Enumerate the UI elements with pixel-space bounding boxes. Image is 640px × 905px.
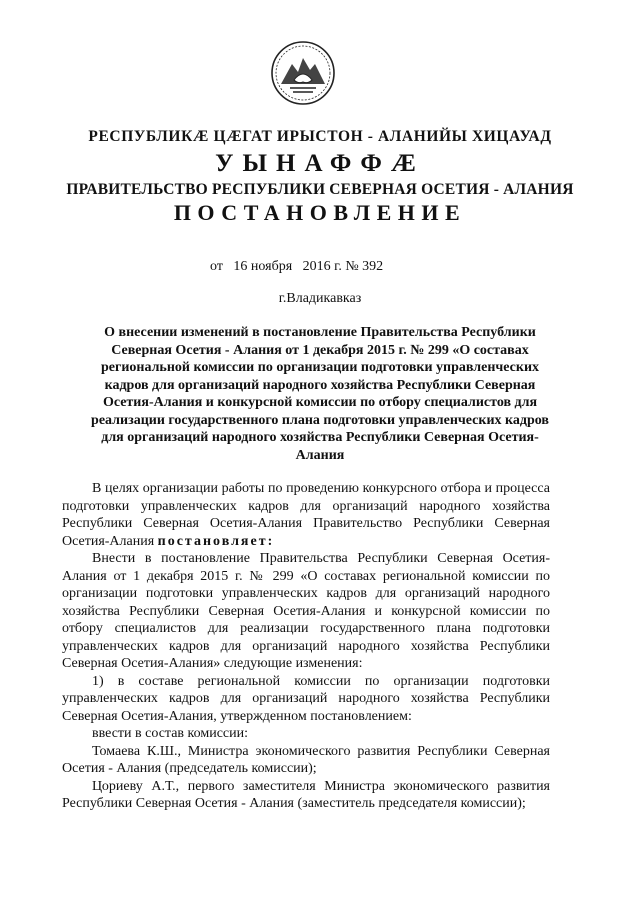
ossetian-decree-heading: УЫНАФФӔ bbox=[215, 150, 425, 177]
body-paragraph-member-1: Томаева К.Ш., Министра экономического развития Республики Северная Осетия - Алания (председатель комиссии); bbox=[62, 743, 550, 776]
coat-of-arms-emblem bbox=[270, 40, 336, 106]
body-paragraph-amend: Внести в постановление Правительства Республики Северная Осетия-Алания от 1 декабря 2015 г. № 299 «О составах региональной комиссии по организации подготовки управленческих кадров для организаций народного хозяйства Республики Северная Осетия-Алания и конкурсной комиссии по отбору специалистов для реализации государственного плана подготовки управленческих кадров для организаций народного хозяйства Республики Северная Осетия-Алания» следующие изменения: bbox=[62, 551, 550, 671]
document-title: О внесении изменений в постановление Правительства Республики Северная Осетия - Алания от 1 декабря 2015 г. № 299 «О составах региональной комиссии по организации подготовки управленческих кадров для организаций народного хозяйства Республики Северная Осетия-Алания и конкурсной комиссии по отбору специалистов для реализации государственного плана подготовки управленческих кадров для организаций народного хозяйства Республики Северная Осетия-Алания bbox=[91, 325, 549, 463]
body-paragraph-member-2: Цориеву А.Т., первого заместителя Министра экономического развития Республики Северная Осетия - Алания (заместитель председателя комиссии); bbox=[62, 778, 550, 811]
body-paragraph-introduce: ввести в состав комиссии: bbox=[92, 726, 249, 741]
body-paragraph-item-1: 1) в составе региональной комиссии по организации подготовки управленческих кадров для организаций народного хозяйства Республики Северная Осетия-Алания, утвержденном постановлением: bbox=[62, 673, 550, 724]
government-header: ПРАВИТЕЛЬСТВО РЕСПУБЛИКИ СЕВЕРНАЯ ОСЕТИЯ - АЛАНИЯ bbox=[66, 181, 574, 198]
decree-heading: ПОСТАНОВЛЕНИЕ bbox=[173, 200, 467, 225]
body-paragraph-preamble bbox=[62, 480, 550, 550]
document-body bbox=[62, 480, 550, 813]
decree-keyword: постановляет: bbox=[157, 533, 275, 549]
ossetian-republic-header: РЕСПУБЛИКӔ ЦӔГАТ ИРЫСТОН - АЛАНИЙЫ ХИЦАУАД bbox=[88, 128, 552, 145]
preamble-text: В целях организации работы по проведению конкурсного отбора и процесса подготовки управленческих кадров для организаций народного хозяйства Республики Северная Осетия-Алания Правительство Республики Северная Осетия-Алания bbox=[62, 481, 550, 549]
city-name: г.Владикавказ bbox=[278, 291, 362, 306]
decree-date-number: от 16 ноября 2016 г. № 392 bbox=[210, 259, 384, 274]
